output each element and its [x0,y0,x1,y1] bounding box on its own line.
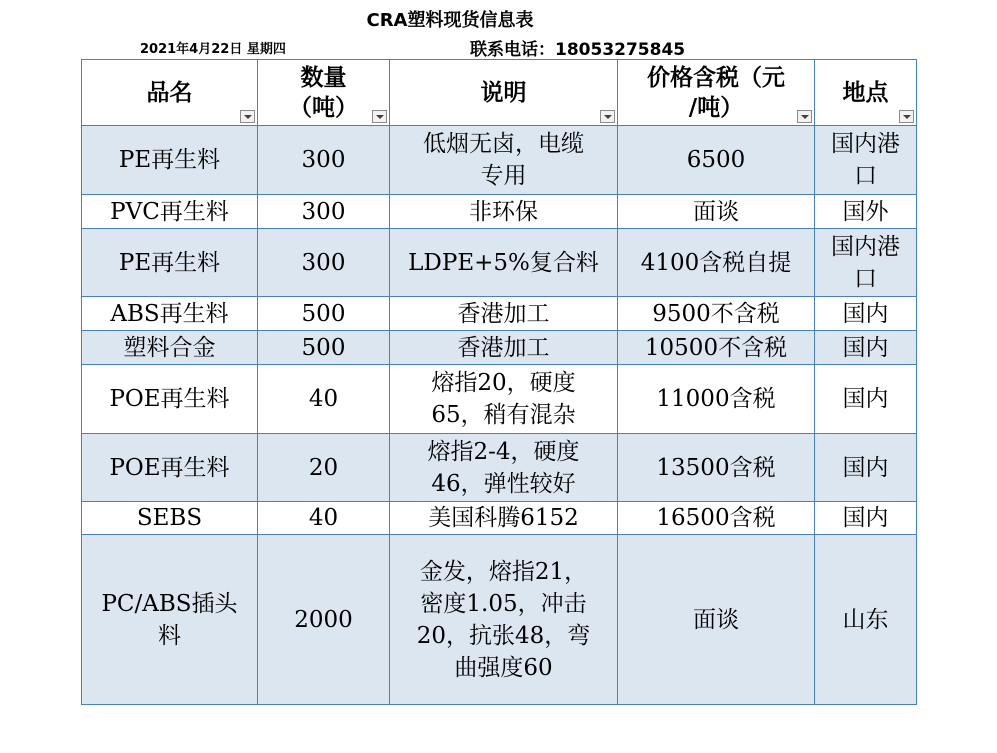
cell-price[interactable] [618,297,815,331]
cell-text: 料 [158,622,181,649]
cell-text: 11000含税 [656,386,776,412]
cell-price[interactable] [618,126,815,195]
cell-text: 300 [301,198,346,225]
header-label: 说明 [480,79,527,106]
table-row[interactable] [82,126,917,195]
cell-text: 6500 [686,147,746,173]
table-row[interactable] [82,297,917,331]
cell-name[interactable] [82,434,258,502]
cell-text: 美国科腾6152 [428,505,579,531]
cell-text: 口 [854,265,877,292]
cell-text: 40 [308,386,339,412]
cell-description[interactable] [390,126,618,195]
cell-description[interactable] [390,502,618,535]
cell-text: SEBS [136,505,203,531]
cell-price[interactable] [618,502,815,535]
cell-text: PVC再生料 [110,198,229,225]
cell-price[interactable] [618,195,815,229]
cell-name[interactable] [82,365,258,434]
table-row[interactable] [82,229,917,297]
cell-text: 密度1.05，冲击 [420,590,587,617]
header-label: /吨） [688,94,744,121]
cell-name[interactable] [82,331,258,365]
contact-phone: 联系电话：18053275845 [470,40,686,60]
cell-price[interactable] [618,331,815,365]
header-label: 价格含税（元 [647,64,785,91]
cell-text: LDPE+5%复合料 [408,249,599,276]
cell-text: 2000 [294,606,353,633]
table-row[interactable] [82,195,917,229]
cell-quantity[interactable] [258,434,390,502]
cell-text: 熔指20，硬度 [431,370,576,396]
cell-description[interactable] [390,331,618,365]
cell-name[interactable] [82,535,258,705]
header-label: 地点 [842,79,889,106]
table-row[interactable] [82,365,917,434]
table-row[interactable] [82,434,917,502]
column-header-location [815,60,917,126]
cell-text: 香港加工 [457,334,550,361]
cell-text: 9500不含税 [652,300,780,327]
cell-text: 熔指2-4，硬度 [427,438,580,465]
cell-text: 曲强度60 [454,654,553,681]
cell-location[interactable] [815,331,917,365]
cell-text: 国内 [842,334,889,361]
cell-location[interactable] [815,126,917,195]
cell-name[interactable] [82,229,258,297]
cell-text: 国内 [842,454,889,481]
date-label: 2021年4月22日 星期四 [140,42,286,57]
column-header-quantity [258,60,390,126]
table-row[interactable] [82,502,917,535]
sheet-title: CRA塑料现货信息表 [366,10,534,31]
cell-description[interactable] [390,229,618,297]
cell-quantity[interactable] [258,502,390,535]
cell-text: 塑料合金 [123,334,216,361]
cell-text: 面谈 [693,606,739,633]
filter-dropdown-icon[interactable] [600,110,615,123]
cell-text: PE再生料 [118,147,221,173]
header-label: 数量 [300,64,347,91]
cell-location[interactable] [815,535,917,705]
table-row[interactable] [82,331,917,365]
cell-price[interactable] [618,535,815,705]
cell-name[interactable] [82,297,258,331]
column-header-name [82,60,258,126]
column-header-price [618,60,815,126]
cell-location[interactable] [815,229,917,297]
header-label: 品名 [146,79,193,106]
cell-text: 低烟无卤，电缆 [423,131,584,157]
cell-text: 专用 [480,163,527,189]
cell-price[interactable] [618,229,815,297]
cell-text: 13500含税 [656,454,776,481]
cell-text: 20 [308,454,339,481]
column-header-description [390,60,618,126]
cell-text: 300 [301,147,346,173]
cell-location[interactable] [815,434,917,502]
cell-description[interactable] [390,365,618,434]
cell-quantity[interactable] [258,195,390,229]
cell-quantity[interactable] [258,535,390,705]
cell-price[interactable] [618,434,815,502]
cell-text: ABS再生料 [110,300,229,327]
cell-price[interactable] [618,365,815,434]
cell-text: 500 [301,334,346,361]
cell-text: PC/ABS插头 [101,590,238,617]
cell-text: POE再生料 [109,386,230,412]
cell-text: 山东 [842,606,889,633]
cell-text: 40 [308,505,339,531]
cell-description[interactable] [390,297,618,331]
filter-dropdown-icon[interactable] [899,110,914,123]
filter-dropdown-icon[interactable] [372,110,387,123]
filter-dropdown-icon[interactable] [797,110,812,123]
cell-quantity[interactable] [258,297,390,331]
cell-quantity[interactable] [258,365,390,434]
cell-quantity[interactable] [258,126,390,195]
cell-text: 国内 [842,386,889,412]
cell-quantity[interactable] [258,331,390,365]
cell-location[interactable] [815,195,917,229]
cell-text: 4100含税自提 [640,249,792,276]
cell-text: 口 [854,163,877,189]
cell-location[interactable] [815,502,917,535]
table-row[interactable] [82,535,917,705]
cell-text: 65，稍有混杂 [431,402,576,428]
cell-text: 16500含税 [656,505,776,531]
filter-dropdown-icon[interactable] [240,110,255,123]
cell-text: 国内 [842,300,889,327]
cell-location[interactable] [815,365,917,434]
header-row [82,60,917,126]
cell-text: 国内港 [831,131,900,157]
header-label: （吨） [289,94,358,121]
cell-text: PE再生料 [118,249,221,276]
cell-text: 面谈 [693,198,739,225]
cell-text: 金发，熔指21， [419,558,588,585]
cell-text: 10500不含税 [644,334,788,361]
cell-location[interactable] [815,297,917,331]
cell-name[interactable] [82,502,258,535]
cell-text: 国内港 [831,233,900,260]
cell-text: 非环保 [469,198,538,225]
cell-description[interactable] [390,535,618,705]
cell-text: 20，抗张48，弯 [416,622,591,649]
cell-text: 46，弹性较好 [431,470,576,497]
cell-description[interactable] [390,195,618,229]
cell-text: 300 [301,249,346,276]
cell-text: 500 [301,300,346,327]
cell-quantity[interactable] [258,229,390,297]
cell-name[interactable] [82,126,258,195]
spot-info-table [81,59,917,705]
cell-text: POE再生料 [109,454,230,481]
cell-text: 国外 [842,198,889,225]
cell-description[interactable] [390,434,618,502]
cell-text: 香港加工 [457,300,550,327]
cell-text: 国内 [842,505,889,531]
cell-name[interactable] [82,195,258,229]
